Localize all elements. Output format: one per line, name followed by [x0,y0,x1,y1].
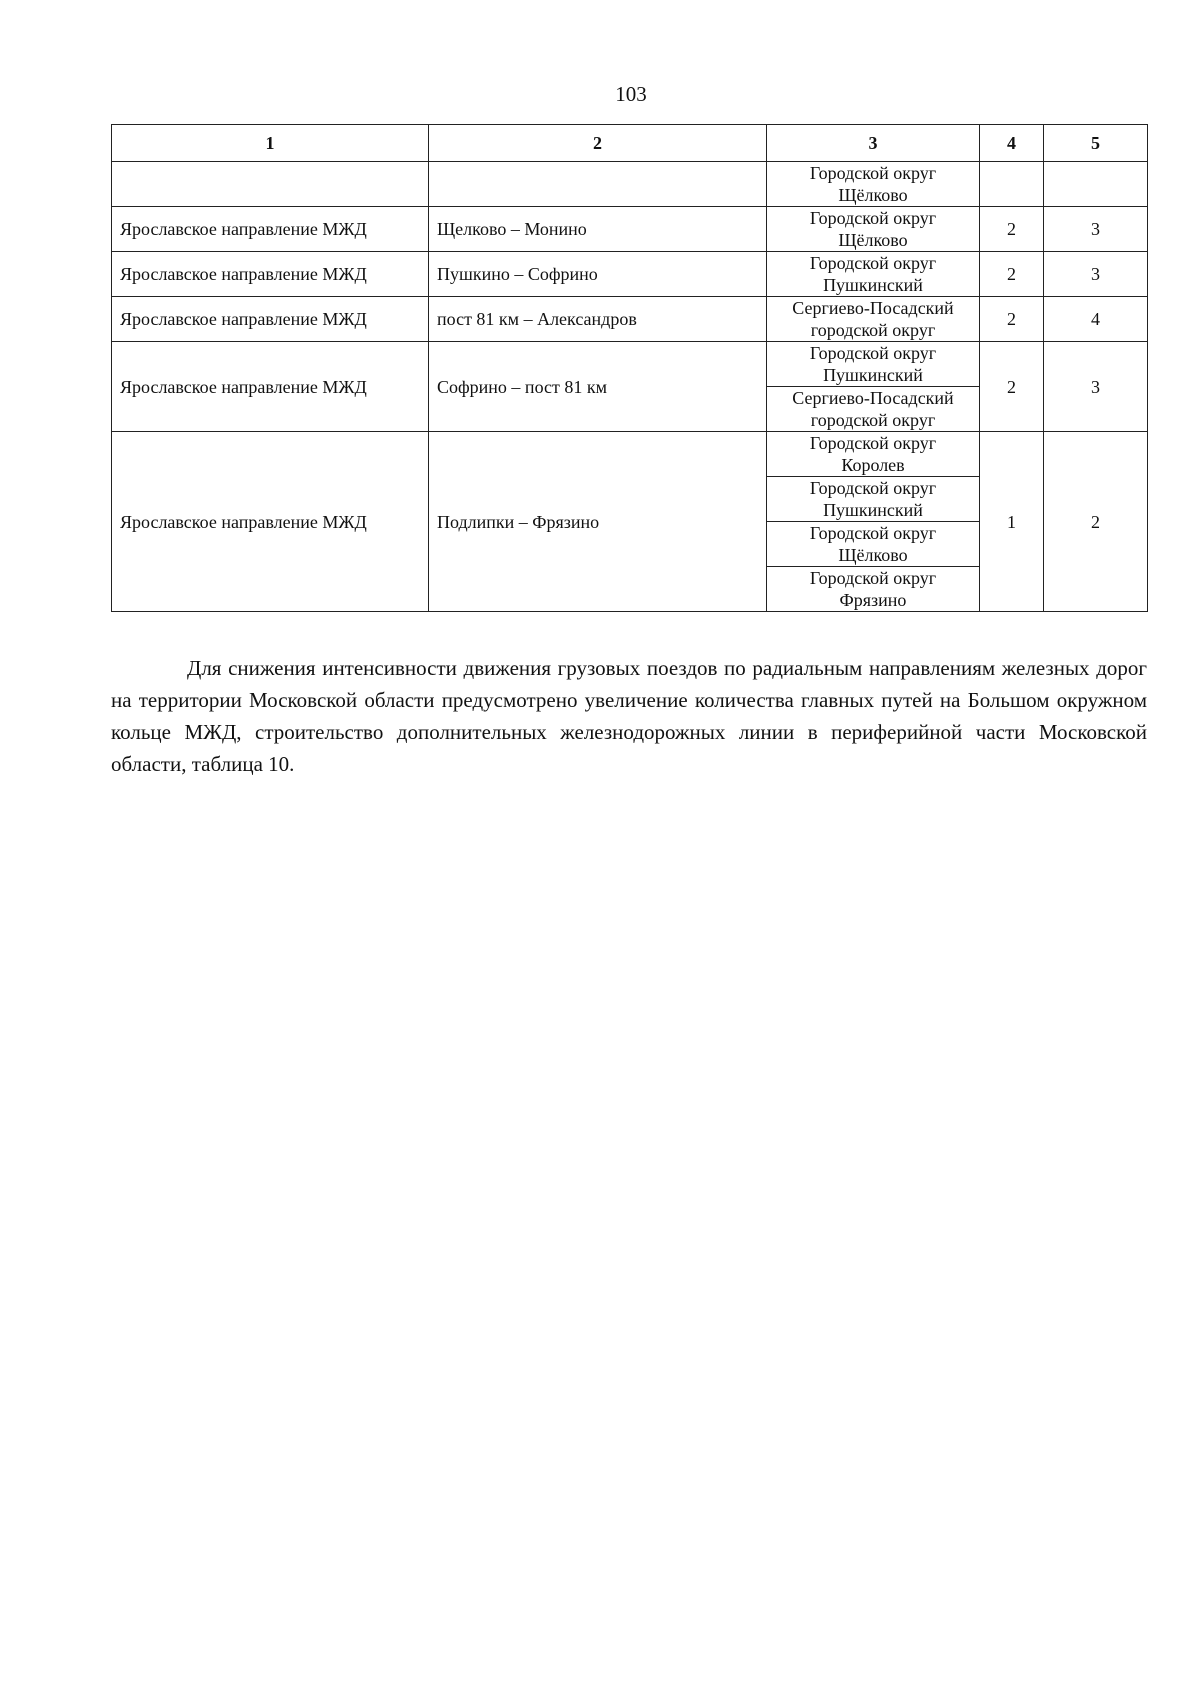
header-cell: 4 [980,125,1044,162]
table-header-row [112,125,1148,162]
district-cell [767,207,980,252]
direction-cell: Ярославское направление МЖД [112,207,429,252]
district-line: Городской округ [809,568,937,588]
direction-cell [112,162,429,207]
section-cell [429,162,767,207]
col4-cell: 2 [980,297,1044,342]
table-row [112,342,1148,387]
table-row [112,207,1148,252]
district-cell [767,567,980,612]
district-cell [767,522,980,567]
district-line: Городской округ [809,433,937,453]
col5-cell: 2 [1044,432,1148,612]
section-cell: Софрино – пост 81 км [429,342,767,432]
section-cell: пост 81 км – Александров [429,297,767,342]
district-line: Городской округ [809,478,937,498]
district-line: Городской округ [809,208,937,228]
district-line: Пушкинский [823,275,923,295]
district-cell [767,162,980,207]
section-cell: Пушкино – Софрино [429,252,767,297]
district-line: Королев [841,455,905,475]
district-line: Городской округ [809,163,937,183]
col5-cell [1044,162,1148,207]
table-row [112,297,1148,342]
district-cell [767,297,980,342]
col5-cell: 4 [1044,297,1148,342]
district-line: Городской округ [809,343,937,363]
district-line: Щёлково [838,185,908,205]
district-line: городской округ [810,410,936,430]
table-row [112,162,1148,207]
col5-cell: 3 [1044,252,1148,297]
district-line: Фрязино [839,590,907,610]
col4-cell: 2 [980,342,1044,432]
district-line: городской округ [810,320,936,340]
table-row [112,432,1148,477]
col4-cell: 2 [980,252,1044,297]
district-line: Городской округ [809,253,937,273]
header-cell: 5 [1044,125,1148,162]
header-cell: 3 [767,125,980,162]
header-cell: 1 [112,125,429,162]
district-line: Щёлково [838,230,908,250]
col5-cell: 3 [1044,342,1148,432]
district-cell [767,432,980,477]
district-cell [767,342,980,387]
district-line: Сергиево-Посадский [792,388,954,408]
table-row [112,252,1148,297]
direction-cell: Ярославское направление МЖД [112,432,429,612]
section-cell: Подлипки – Фрязино [429,432,767,612]
district-line: Щёлково [838,545,908,565]
col5-cell: 3 [1044,207,1148,252]
header-cell: 2 [429,125,767,162]
body-paragraph: Для снижения интенсивности движения грузовых поездов по радиальным направлениям железных дорог на территории Московской области предусмотрено увеличение количества главных путей на Большом окружном кольце МЖД, строительство дополнительных железнодорожных линии в периферийной части Московской области, таблица 10. [111,656,1147,776]
direction-cell: Ярославское направление МЖД [112,252,429,297]
col4-cell [980,162,1044,207]
col4-cell: 2 [980,207,1044,252]
district-line: Сергиево-Посадский [792,298,954,318]
railway-table [111,124,1148,612]
district-cell [767,477,980,522]
section-cell: Щелково – Монино [429,207,767,252]
col4-cell: 1 [980,432,1044,612]
district-cell [767,387,980,432]
direction-cell: Ярославское направление МЖД [112,297,429,342]
district-line: Пушкинский [823,365,923,385]
district-line: Городской округ [809,523,937,543]
district-line: Пушкинский [823,500,923,520]
direction-cell: Ярославское направление МЖД [112,342,429,432]
district-cell [767,252,980,297]
page-number: 103 [615,82,647,106]
